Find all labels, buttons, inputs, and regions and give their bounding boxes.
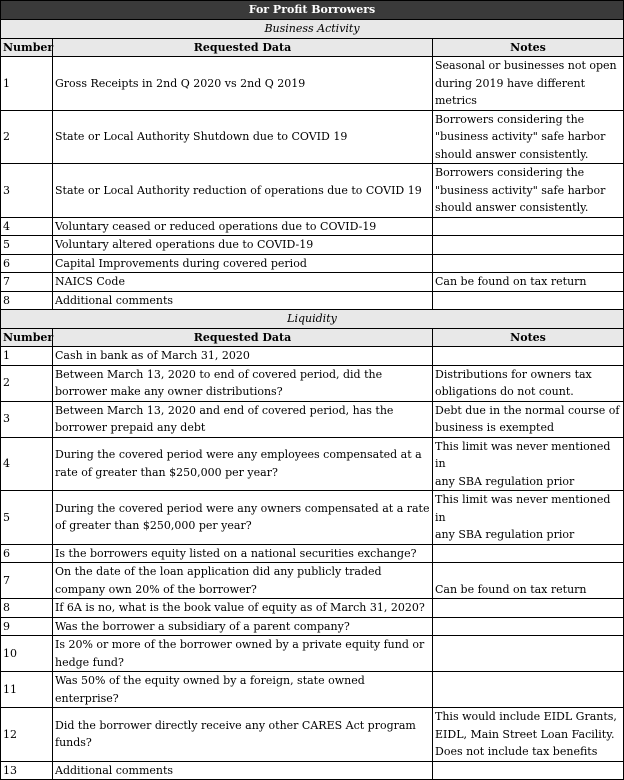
row-notes	[433, 254, 624, 273]
title-row	[1, 1, 624, 20]
note-line: should answer consistently.	[435, 201, 589, 214]
row-notes	[433, 544, 624, 563]
note-line: any SBA regulation prior	[435, 474, 575, 488]
row-number: 8	[1, 599, 53, 618]
row-requested-data: Is 20% or more of the borrower owned by a private equity fund or hedge fund?	[53, 636, 433, 672]
note-line: Can be found on tax return	[435, 275, 587, 288]
row-number: 3	[1, 401, 53, 437]
section-header-row	[1, 310, 624, 329]
sheet-title: For Profit Borrowers	[1, 1, 624, 20]
row-requested-data: Gross Receipts in 2nd Q 2020 vs 2nd Q 2019	[53, 57, 433, 111]
table-row	[1, 617, 624, 636]
column-header-requested: Requested Data	[53, 38, 433, 57]
column-header-row	[1, 38, 624, 57]
row-notes	[433, 617, 624, 636]
row-requested-data: NAICS Code	[53, 273, 433, 292]
row-number: 11	[1, 672, 53, 708]
row-notes	[433, 164, 624, 218]
note-line: Can be found on tax return	[435, 582, 587, 596]
row-number: 2	[1, 110, 53, 164]
table-row	[1, 563, 624, 599]
table-row	[1, 672, 624, 708]
note-line: metrics	[435, 94, 477, 107]
table-row	[1, 254, 624, 273]
section-header-row	[1, 20, 624, 39]
row-requested-data: During the covered period were any owners compensated at a rate of greater than $250,000 per year?	[53, 491, 433, 545]
note-line: Borrowers considering the	[435, 112, 585, 126]
row-notes	[433, 347, 624, 366]
row-number: 1	[1, 57, 53, 111]
table-row	[1, 291, 624, 310]
row-requested-data: Additional comments	[53, 291, 433, 310]
row-number: 2	[1, 365, 53, 401]
column-header-requested: Requested Data	[53, 328, 433, 347]
note-line: This would include EIDL Grants,	[435, 710, 617, 723]
note-line: any SBA regulation prior	[435, 528, 575, 541]
table-row	[1, 365, 624, 401]
note-line: Borrowers considering the	[435, 166, 585, 179]
note-line	[435, 563, 621, 581]
table-row	[1, 708, 624, 762]
row-notes	[433, 273, 624, 292]
row-notes	[433, 636, 624, 672]
column-header-number: Number	[1, 328, 53, 347]
row-notes	[433, 599, 624, 618]
row-requested-data: Between March 13, 2020 and end of covered period, has the borrower prepaid any debt	[53, 401, 433, 437]
row-requested-data: Between March 13, 2020 to end of covered period, did the borrower make any owner distributions?	[53, 365, 433, 401]
table-row	[1, 164, 624, 218]
column-header-notes: Notes	[433, 38, 624, 57]
row-notes	[433, 217, 624, 236]
row-number: 7	[1, 563, 53, 599]
table-row	[1, 437, 624, 491]
row-requested-data: State or Local Authority Shutdown due to COVID 19	[53, 110, 433, 164]
column-header-number: Number	[1, 38, 53, 57]
row-notes	[433, 563, 624, 599]
row-number: 13	[1, 761, 53, 780]
row-requested-data: Cash in bank as of March 31, 2020	[53, 347, 433, 366]
row-number: 12	[1, 708, 53, 762]
note-line: Debt due in the normal course of	[435, 403, 620, 417]
row-notes	[433, 672, 624, 708]
row-number: 3	[1, 164, 53, 218]
row-requested-data: Voluntary ceased or reduced operations due to COVID-19	[53, 217, 433, 236]
row-requested-data: Did the borrower directly receive any other CARES Act program funds?	[53, 708, 433, 762]
row-notes	[433, 110, 624, 164]
table-row	[1, 57, 624, 111]
table-row	[1, 236, 624, 255]
note-line: This limit was never mentioned in	[435, 493, 611, 524]
row-notes	[433, 291, 624, 310]
table-row	[1, 347, 624, 366]
row-number: 4	[1, 217, 53, 236]
row-requested-data: Was the borrower a subsidiary of a parent company?	[53, 617, 433, 636]
row-requested-data: Capital Improvements during covered period	[53, 254, 433, 273]
section-title: Liquidity	[1, 310, 624, 329]
table-row	[1, 761, 624, 780]
row-number: 6	[1, 544, 53, 563]
table-row	[1, 401, 624, 437]
row-requested-data: State or Local Authority reduction of operations due to COVID 19	[53, 164, 433, 218]
table-row	[1, 110, 624, 164]
row-number: 10	[1, 636, 53, 672]
row-requested-data: During the covered period were any employees compensated at a rate of greater than $250,000 per year?	[53, 437, 433, 491]
row-notes	[433, 491, 624, 545]
note-line: during 2019 have different	[435, 76, 586, 90]
row-notes	[433, 401, 624, 437]
row-notes	[433, 236, 624, 255]
column-header-row	[1, 328, 624, 347]
column-header-notes: Notes	[433, 328, 624, 347]
note-line: "business activity" safe harbor	[435, 183, 606, 197]
row-number: 6	[1, 254, 53, 273]
row-number: 8	[1, 291, 53, 310]
row-requested-data: Voluntary altered operations due to COVID-19	[53, 236, 433, 255]
row-requested-data: Was 50% of the equity owned by a foreign, state owned enterprise?	[53, 672, 433, 708]
note-line: business is exempted	[435, 421, 554, 434]
note-line: Does not include tax benefits	[435, 745, 598, 758]
note-line: Seasonal or businesses not open	[435, 59, 617, 72]
section-title: Business Activity	[1, 20, 624, 39]
table-row	[1, 273, 624, 292]
table-row	[1, 491, 624, 545]
note-line: This limit was never mentioned in	[435, 439, 611, 470]
row-requested-data: Is the borrowers equity listed on a national securities exchange?	[53, 544, 433, 563]
table-row	[1, 599, 624, 618]
row-number: 1	[1, 347, 53, 366]
row-requested-data: If 6A is no, what is the book value of equity as of March 31, 2020?	[53, 599, 433, 618]
row-requested-data: On the date of the loan application did any publicly traded company own 20% of the borrower?	[53, 563, 433, 599]
row-number: 5	[1, 236, 53, 255]
table-row	[1, 217, 624, 236]
row-notes	[433, 708, 624, 762]
row-number: 4	[1, 437, 53, 491]
row-number: 5	[1, 491, 53, 545]
note-line: should answer consistently.	[435, 147, 589, 161]
row-number: 7	[1, 273, 53, 292]
table-row	[1, 636, 624, 672]
table-row	[1, 544, 624, 563]
note-line: obligations do not count.	[435, 385, 574, 398]
row-notes	[433, 437, 624, 491]
note-line: EIDL, Main Street Loan Facility.	[435, 727, 615, 741]
note-line: Distributions for owners tax	[435, 367, 592, 381]
row-notes	[433, 57, 624, 111]
note-line: "business activity" safe harbor	[435, 130, 606, 143]
row-notes	[433, 365, 624, 401]
row-notes	[433, 761, 624, 780]
row-number: 9	[1, 617, 53, 636]
row-requested-data: Additional comments	[53, 761, 433, 780]
